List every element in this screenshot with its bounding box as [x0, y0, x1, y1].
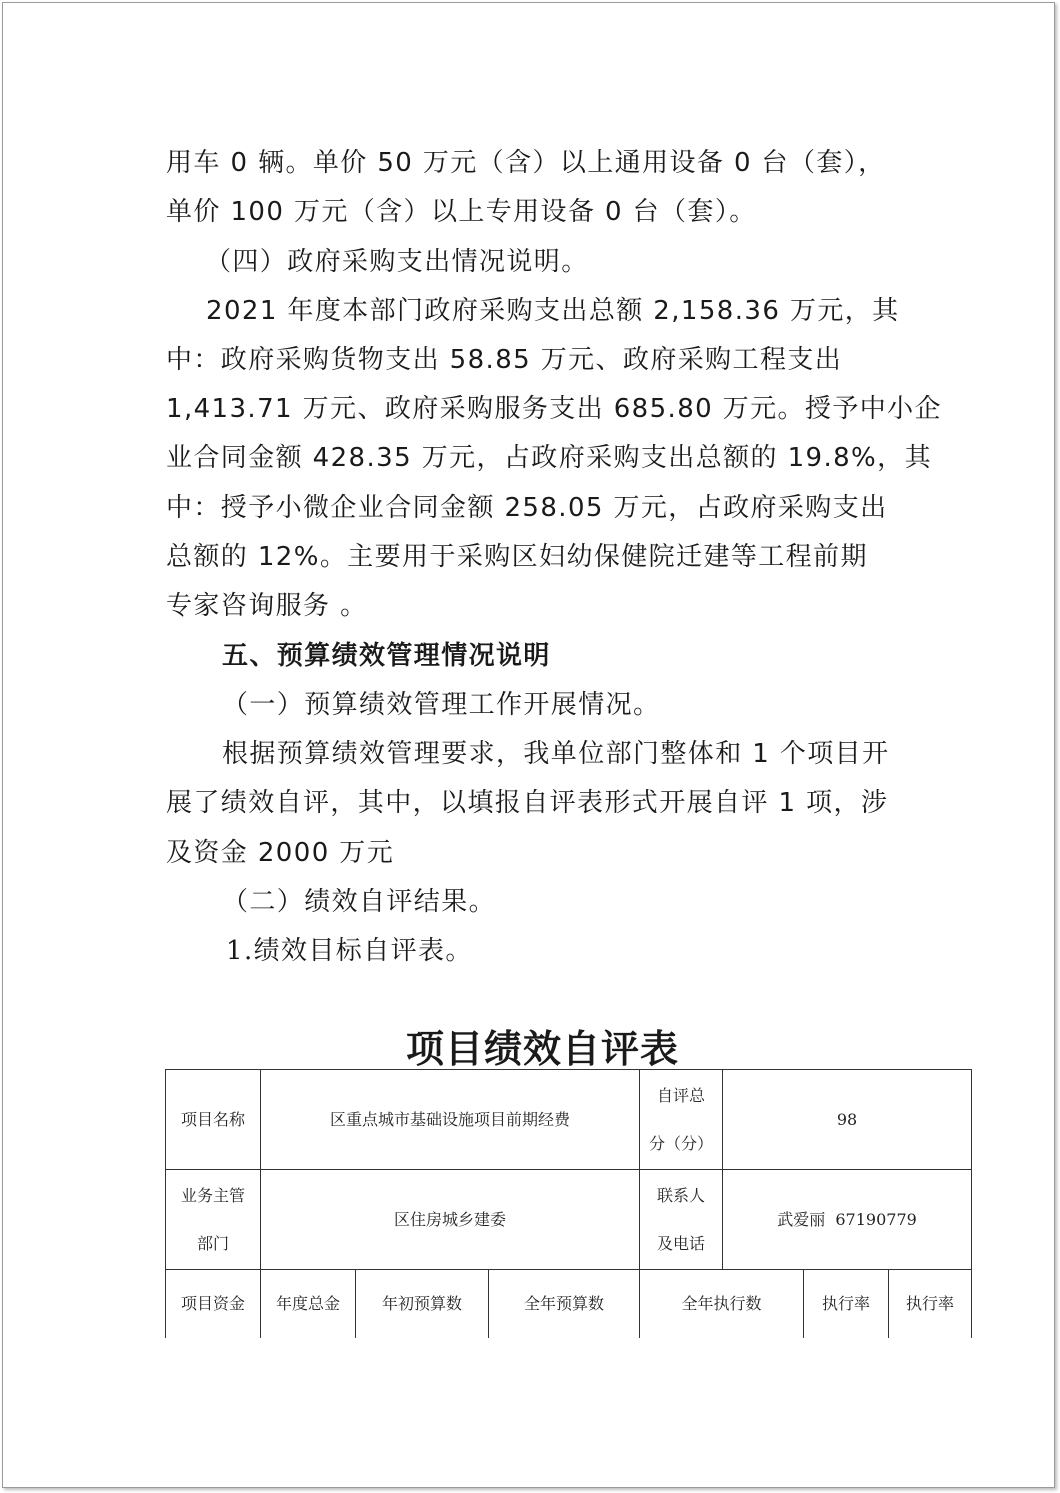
contact-label-line: 及电话 [656, 1233, 705, 1253]
performance-evaluation-table [165, 1069, 972, 1338]
department-label [166, 1170, 261, 1270]
department-value: 区住房城乡建委 [261, 1170, 640, 1270]
column-header: 年度总金 [261, 1270, 356, 1338]
table-title: 项目绩效自评表 [405, 1026, 679, 1071]
column-header: 全年执行数 [640, 1270, 804, 1338]
body-paragraph-line: 用车 0 辆。单价 50 万元（含）以上通用设备 0 台（套）， [166, 148, 886, 178]
table-row [166, 1070, 972, 1170]
body-paragraph-line: 中：政府采购货物支出 58.85 万元、政府采购工程支出 [166, 345, 843, 375]
score-label [640, 1070, 723, 1170]
project-name-label: 项目名称 [166, 1070, 261, 1170]
project-name-value: 区重点城市基础设施项目前期经费 [261, 1070, 640, 1170]
department-label-line: 业务主管 [180, 1185, 245, 1205]
body-paragraph-line: 1,413.71 万元、政府采购服务支出 685.80 万元。授予中小企 [166, 394, 942, 424]
project-funds-label: 项目资金 [166, 1270, 261, 1338]
body-paragraph-line: 根据预算绩效管理要求，我单位部门整体和 1 个项目开 [222, 739, 890, 769]
column-header: 执行率 [804, 1270, 889, 1338]
score-label-line: 分（分） [648, 1133, 713, 1153]
body-paragraph-line: 及资金 2000 万元 [166, 838, 395, 868]
contact-label-line: 联系人 [656, 1185, 705, 1205]
department-label-line: 部门 [196, 1233, 229, 1253]
body-paragraph-line: 中：授予小微企业合同金额 258.05 万元，占政府采购支出 [166, 493, 888, 523]
column-header: 全年预算数 [489, 1270, 640, 1338]
body-paragraph-line: 业合同金额 428.35 万元，占政府采购支出总额的 19.8%，其 [166, 443, 932, 473]
contact-label [640, 1170, 723, 1270]
column-header: 年初预算数 [356, 1270, 489, 1338]
score-value: 98 [723, 1070, 972, 1170]
score-label-line: 自评总 [656, 1085, 705, 1105]
body-paragraph-line: 总额的 12%。主要用于采购区妇幼保健院迁建等工程前期 [166, 542, 868, 572]
body-paragraph-line: 2021 年度本部门政府采购支出总额 2,158.36 万元，其 [206, 296, 900, 326]
section-subheading: （二）绩效自评结果。 [222, 887, 497, 917]
section-subheading: 1.绩效目标自评表。 [226, 936, 473, 966]
section-heading: 五、预算绩效管理情况说明 [222, 641, 551, 671]
body-paragraph-line: 展了绩效自评，其中，以填报自评表形式开展自评 1 项，涉 [166, 788, 889, 818]
section-subheading: （四）政府采购支出情况说明。 [205, 247, 589, 277]
body-paragraph-line: 单价 100 万元（含）以上专用设备 0 台（套）。 [166, 197, 757, 227]
table-row [166, 1170, 972, 1270]
section-subheading: （一）预算绩效管理工作开展情况。 [222, 690, 661, 720]
contact-value: 武爱丽 67190779 [723, 1170, 972, 1270]
table-row [166, 1270, 972, 1338]
column-header: 执行率 [889, 1270, 972, 1338]
body-paragraph-line: 专家咨询服务 。 [166, 591, 368, 621]
